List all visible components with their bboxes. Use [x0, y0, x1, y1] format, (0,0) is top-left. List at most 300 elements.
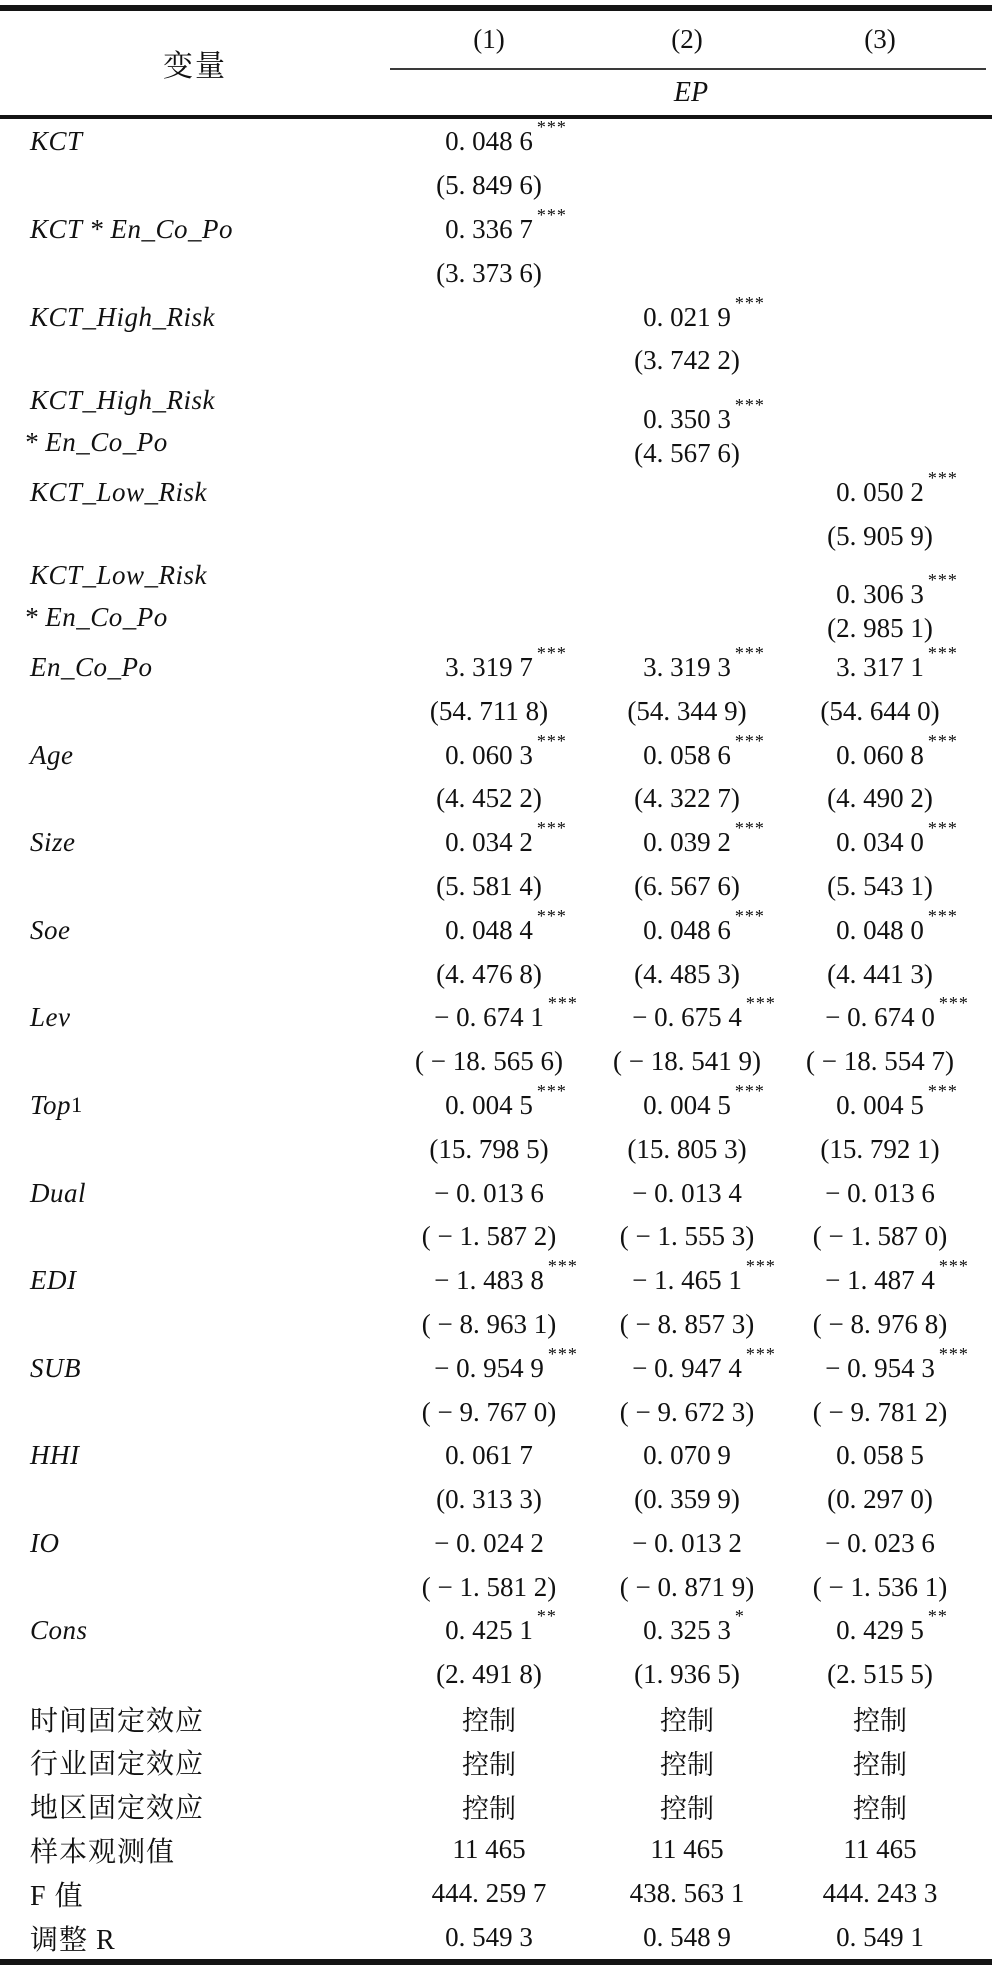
variable-label-cell — [0, 383, 390, 471]
model-1-cell — [390, 730, 588, 821]
coefficient-number: − 0. 013 2 — [632, 1527, 742, 1558]
t-statistic-line — [390, 1478, 588, 1522]
t-statistic: (0. 297 0) — [827, 1484, 933, 1515]
summary-row — [0, 1697, 992, 1741]
significance-stars: *** — [938, 993, 969, 1014]
summary-label: 行业固定效应 — [30, 1749, 205, 1781]
variable-label-cell — [0, 208, 390, 296]
coefficient-line — [588, 1256, 786, 1303]
summary-value-cell — [588, 1828, 786, 1872]
t-statistic-line — [588, 1303, 786, 1347]
significance-stars: *** — [927, 570, 958, 591]
model-3-cell — [786, 383, 992, 471]
coefficient-value — [643, 642, 765, 683]
t-statistic: (0. 313 3) — [436, 1484, 542, 1515]
model-2-cell — [588, 470, 786, 558]
summary-value-line — [390, 1828, 588, 1872]
t-statistic-line — [390, 1653, 588, 1697]
t-statistic-line — [588, 339, 786, 383]
summary-value: 11 465 — [452, 1834, 526, 1865]
significance-stars: *** — [745, 1256, 776, 1277]
coefficient-line — [588, 1343, 786, 1390]
t-statistic-line — [390, 865, 588, 909]
t-statistic: (1. 936 5) — [634, 1659, 740, 1690]
coefficient-line — [786, 467, 992, 514]
summary-label: F 值 — [30, 1880, 84, 1912]
variable-label: Size — [30, 827, 76, 858]
model-3-cell — [786, 1522, 992, 1610]
t-statistic: (5. 581 4) — [436, 870, 542, 901]
coefficient-number: 0. 048 0 — [836, 914, 924, 945]
significance-stars: *** — [745, 1343, 776, 1364]
significance-stars: *** — [927, 642, 958, 663]
summary-value: 438. 563 1 — [629, 1878, 745, 1909]
model-1-cell — [390, 1343, 588, 1434]
coefficient-value — [836, 730, 958, 771]
t-statistic-line — [588, 1127, 786, 1171]
table-row — [0, 818, 992, 909]
table-row — [0, 117, 992, 208]
coefficient-line — [390, 642, 588, 690]
t-statistic-line — [588, 1565, 786, 1609]
coefficient-line — [786, 1343, 992, 1390]
model-1-cell — [390, 993, 588, 1084]
summary-value: 控制 — [853, 1793, 907, 1824]
coefficient-line — [786, 905, 992, 952]
model-1-cell — [390, 1256, 588, 1347]
t-statistic: ( − 1. 581 2) — [421, 1571, 557, 1602]
t-statistic-line — [390, 1565, 588, 1609]
variable-label-line-2 — [0, 602, 390, 634]
t-statistic-line — [786, 1653, 992, 1697]
t-statistic: (6. 567 6) — [634, 870, 740, 901]
summary-label-line — [0, 1828, 390, 1872]
t-statistic: (54. 711 8) — [429, 695, 549, 726]
summary-value: 控制 — [660, 1749, 714, 1780]
variable-label-line — [0, 385, 390, 417]
coefficient-value — [836, 1606, 948, 1646]
variable-label-line — [0, 1434, 390, 1478]
t-statistic-line — [390, 1390, 588, 1434]
coefficient-number: 0. 039 2 — [643, 827, 731, 858]
variable-label-cell — [0, 1609, 390, 1697]
model-1-cell — [390, 1434, 588, 1522]
t-statistic-line — [786, 865, 992, 909]
coefficient-line — [390, 1256, 588, 1303]
coefficient-number: 0. 325 3 — [643, 1615, 731, 1646]
summary-value-line — [390, 1784, 588, 1828]
table-header — [0, 11, 992, 115]
table-row — [0, 467, 992, 558]
coefficient-number: − 0. 954 9 — [434, 1352, 544, 1383]
coefficient-value — [825, 993, 969, 1033]
significance-stars: *** — [734, 1080, 765, 1101]
t-statistic-line — [588, 865, 786, 909]
significance-stars: ** — [927, 1606, 948, 1627]
summary-row — [0, 1740, 992, 1784]
t-statistic-line — [786, 514, 992, 558]
summary-value-line — [786, 1916, 992, 1960]
t-statistic-line — [786, 1478, 992, 1522]
coefficient-value — [445, 204, 567, 245]
coefficient-line — [390, 1343, 588, 1390]
summary-value: 0. 549 3 — [445, 1922, 533, 1953]
summary-value-line — [390, 1697, 588, 1741]
summary-value-line — [786, 1697, 992, 1741]
coefficient-value — [445, 1080, 567, 1121]
coefficient-number: − 1. 483 8 — [434, 1265, 544, 1296]
model-2-cell — [588, 1434, 786, 1522]
variable-label-line — [0, 821, 390, 865]
coefficient-number: 0. 004 5 — [445, 1089, 533, 1120]
coefficient-number: 0. 350 3 — [643, 404, 731, 435]
summary-value-line — [588, 1697, 786, 1741]
column-header-2: (2) — [671, 24, 703, 54]
coefficient-line — [786, 1171, 992, 1215]
t-statistic-line — [588, 1478, 786, 1522]
summary-value-line — [390, 1740, 588, 1784]
coefficient-value — [643, 1606, 745, 1646]
variable-label: HHI — [30, 1440, 80, 1471]
model-2-cell — [588, 818, 786, 909]
t-statistic-line — [588, 437, 786, 471]
significance-stars: *** — [547, 1256, 578, 1277]
summary-value-line — [786, 1828, 992, 1872]
coefficient-value — [445, 1440, 533, 1471]
variable-label-cell — [0, 120, 390, 208]
coefficient-line — [588, 730, 786, 777]
variable-label: SUB — [30, 1352, 81, 1383]
summary-value-cell — [786, 1740, 992, 1784]
t-statistic-line — [390, 1215, 588, 1259]
variable-label-cell — [0, 558, 390, 646]
coefficient-number: 0. 004 5 — [836, 1089, 924, 1120]
variable-label: En_Co_Po — [30, 651, 153, 682]
coefficient-value — [434, 1256, 578, 1296]
summary-value: 0. 548 9 — [643, 1922, 731, 1953]
coefficient-number: 0. 060 3 — [445, 739, 533, 770]
variable-label-cell — [0, 1434, 390, 1522]
table-row — [0, 1256, 992, 1347]
coefficient-line — [786, 1522, 992, 1566]
summary-value: 控制 — [462, 1749, 516, 1780]
summary-value: 0. 549 1 — [836, 1922, 924, 1953]
t-statistic: (4. 567 6) — [634, 438, 740, 469]
dependent-variable-label: EP — [673, 76, 709, 108]
summary-label-cell — [0, 1828, 390, 1872]
significance-stars: *** — [927, 818, 958, 839]
t-statistic: (3. 373 6) — [436, 257, 542, 288]
model-3-cell — [786, 642, 992, 734]
model-3-cell — [786, 120, 992, 208]
variable-label: KCT — [30, 126, 83, 157]
summary-row — [0, 1916, 992, 1960]
coefficient-number: − 0. 023 6 — [825, 1527, 935, 1558]
model-1-cell — [390, 204, 588, 296]
model-1-cell — [390, 905, 588, 996]
t-statistic: (15. 805 3) — [627, 1133, 747, 1164]
model-2-cell — [588, 730, 786, 821]
summary-value: 控制 — [853, 1706, 907, 1737]
t-statistic-line — [588, 1390, 786, 1434]
table-row — [0, 1522, 992, 1610]
coefficient-line — [390, 993, 588, 1040]
summary-value-line — [786, 1872, 992, 1916]
model-2-cell — [588, 642, 786, 734]
model-2-cell — [588, 120, 786, 208]
significance-stars: *** — [734, 642, 765, 663]
significance-stars: *** — [536, 204, 567, 225]
table-row — [0, 1606, 992, 1697]
coefficient-value — [836, 905, 958, 946]
coefficient-number: − 0. 954 3 — [825, 1352, 935, 1383]
table-row — [0, 1171, 992, 1259]
summary-value-line — [786, 1740, 992, 1784]
model-3-cell — [786, 558, 992, 646]
variable-label: Top — [30, 1089, 72, 1120]
table-row — [0, 905, 992, 996]
model-1-cell — [390, 470, 588, 558]
coefficient-line — [786, 818, 992, 865]
summary-value-cell — [786, 1872, 992, 1916]
t-statistic-line — [588, 952, 786, 996]
coefficient-line — [786, 1606, 992, 1653]
variable-label-cell — [0, 733, 390, 821]
summary-value-line — [588, 1916, 786, 1960]
coefficient-number: − 0. 947 4 — [632, 1352, 742, 1383]
coefficient-number: 0. 070 9 — [643, 1440, 731, 1471]
t-statistic-line — [588, 1040, 786, 1084]
variable-label-line-2 — [0, 427, 390, 459]
coefficient-number: − 0. 674 0 — [825, 1002, 935, 1033]
table-row — [0, 1343, 992, 1434]
coefficient-value — [825, 1528, 935, 1559]
model-1-cell — [390, 117, 588, 208]
coefficient-number: 0. 060 8 — [836, 739, 924, 770]
summary-value: 11 465 — [650, 1834, 724, 1865]
t-statistic: (4. 476 8) — [436, 958, 542, 989]
t-statistic-line — [786, 689, 992, 733]
table-row — [0, 1080, 992, 1172]
table-row — [0, 730, 992, 821]
model-2-cell — [588, 993, 786, 1084]
coefficient-number: 0. 034 0 — [836, 827, 924, 858]
coefficient-line — [588, 818, 786, 865]
coefficient-value — [445, 730, 567, 771]
significance-stars: ** — [536, 1606, 557, 1627]
t-statistic-line — [588, 777, 786, 821]
variable-subscript: 1 — [71, 1092, 83, 1118]
coefficient-line — [588, 1080, 786, 1128]
coefficient-line — [786, 1256, 992, 1303]
model-3-cell — [786, 208, 992, 296]
significance-stars: *** — [938, 1343, 969, 1364]
coefficient-value — [825, 1256, 969, 1296]
t-statistic: (4. 490 2) — [827, 783, 933, 814]
coefficient-value — [434, 1528, 544, 1559]
summary-value-line — [588, 1828, 786, 1872]
significance-stars: *** — [547, 993, 578, 1014]
variable-label: Dual — [30, 1177, 86, 1208]
variable-label: KCT_High_Risk — [30, 385, 216, 416]
t-statistic: ( − 9. 672 3) — [619, 1396, 755, 1427]
t-statistic: (4. 441 3) — [827, 958, 933, 989]
coefficient-number: 3. 317 1 — [836, 651, 924, 682]
coefficient-value — [445, 905, 567, 946]
coefficient-value — [825, 1343, 969, 1384]
variable-column-header — [0, 11, 390, 115]
variable-label-cell — [0, 908, 390, 996]
coefficient-value — [836, 818, 958, 858]
summary-label-line — [0, 1916, 390, 1960]
t-statistic-line — [390, 1040, 588, 1084]
coefficient-number: 0. 306 3 — [836, 579, 924, 610]
table-row — [0, 558, 992, 646]
coefficient-line — [786, 1080, 992, 1128]
t-statistic: (3. 742 2) — [634, 345, 740, 376]
model-2-cell — [588, 1522, 786, 1610]
significance-stars: *** — [734, 818, 765, 839]
variable-label: IO — [30, 1527, 60, 1558]
t-statistic-line — [390, 689, 588, 733]
coefficient-value — [643, 818, 765, 858]
coefficient-value — [434, 1178, 544, 1209]
summary-row — [0, 1828, 992, 1872]
coefficient-value — [836, 642, 958, 683]
t-statistic-line — [786, 1040, 992, 1084]
coefficient-value — [445, 1606, 557, 1646]
coefficient-line — [390, 730, 588, 777]
summary-value: 控制 — [660, 1793, 714, 1824]
t-statistic: (4. 322 7) — [634, 783, 740, 814]
coefficient-value — [836, 1080, 958, 1121]
coefficient-line — [390, 1171, 588, 1215]
variable-label: EDI — [30, 1265, 77, 1296]
t-statistic: (2. 985 1) — [827, 613, 933, 644]
model-1-cell — [390, 383, 588, 471]
significance-stars: *** — [927, 1080, 958, 1101]
model-2-cell — [588, 208, 786, 296]
model-1-cell — [390, 558, 588, 646]
model-3-cell — [786, 730, 992, 821]
coefficient-number: 0. 004 5 — [643, 1089, 731, 1120]
variable-label-cell — [0, 1259, 390, 1347]
table-row — [0, 642, 992, 734]
model-2-cell — [588, 1171, 786, 1259]
summary-value: 控制 — [462, 1706, 516, 1737]
model-columns-header — [390, 11, 992, 115]
summary-label: 地区固定效应 — [30, 1793, 205, 1825]
summary-value-cell — [588, 1916, 786, 1960]
coefficient-line — [786, 570, 992, 612]
t-statistic: ( − 8. 857 3) — [619, 1308, 755, 1339]
coefficient-value — [434, 1343, 578, 1384]
summary-value-line — [390, 1916, 588, 1960]
coefficient-number: 0. 048 4 — [445, 914, 533, 945]
coefficient-value — [632, 993, 776, 1033]
variable-label-cell — [0, 470, 390, 558]
t-statistic-line — [588, 1215, 786, 1259]
model-3-cell — [786, 818, 992, 909]
coefficient-line — [390, 1522, 588, 1566]
t-statistic: (0. 359 9) — [634, 1484, 740, 1515]
variable-label-cell — [0, 1171, 390, 1259]
coefficient-line — [588, 1434, 786, 1478]
t-statistic-line — [390, 164, 588, 208]
model-2-cell — [588, 292, 786, 383]
model-3-cell — [786, 993, 992, 1084]
summary-value-cell — [390, 1872, 588, 1916]
variable-label-continued: * En_Co_Po — [24, 602, 168, 633]
coefficient-number: 3. 319 3 — [643, 651, 731, 682]
coefficient-number: − 0. 675 4 — [632, 1002, 742, 1033]
variable-label-line — [0, 1084, 390, 1128]
summary-label-line — [0, 1872, 390, 1916]
model-3-cell — [786, 467, 992, 558]
coefficient-number: − 0. 674 1 — [434, 1002, 544, 1033]
t-statistic-line — [786, 612, 992, 646]
variable-label: Soe — [30, 914, 71, 945]
summary-value-cell — [390, 1916, 588, 1960]
coefficient-line — [588, 993, 786, 1040]
t-statistic-line — [390, 1127, 588, 1171]
coefficient-number: 3. 319 7 — [445, 651, 533, 682]
coefficient-line — [786, 730, 992, 777]
coefficient-number: 0. 425 1 — [445, 1615, 533, 1646]
variable-label-cell — [0, 821, 390, 909]
table-row — [0, 383, 992, 471]
model-1-cell — [390, 1080, 588, 1172]
summary-value-cell — [786, 1916, 992, 1960]
summary-value-cell — [786, 1784, 992, 1828]
coefficient-line — [390, 117, 588, 164]
significance-stars: * — [734, 1606, 745, 1627]
table-bottom-rule — [0, 1959, 992, 1965]
model-1-cell — [390, 1171, 588, 1259]
t-statistic-line — [786, 1303, 992, 1347]
model-3-cell — [786, 1171, 992, 1259]
model-2-cell — [588, 1606, 786, 1697]
coefficient-value — [434, 993, 578, 1033]
coefficient-value — [643, 395, 765, 435]
t-statistic: ( − 1. 555 3) — [619, 1221, 755, 1252]
significance-stars: *** — [547, 1343, 578, 1364]
coefficient-line — [390, 1434, 588, 1478]
t-statistic-line — [588, 1653, 786, 1697]
variable-header-label: 变量 — [163, 50, 227, 83]
summary-label: 调整 R — [30, 1924, 116, 1956]
coefficient-value — [825, 1178, 935, 1209]
variable-label-line — [0, 560, 390, 592]
coefficient-number: 0. 058 6 — [643, 739, 731, 770]
variable-label: Age — [30, 739, 74, 770]
column-header-3: (3) — [864, 24, 896, 54]
coefficient-line — [390, 905, 588, 952]
coefficient-number: − 1. 487 4 — [825, 1265, 935, 1296]
summary-value: 控制 — [462, 1793, 516, 1824]
significance-stars: *** — [938, 1256, 969, 1277]
t-statistic: (5. 849 6) — [436, 170, 542, 201]
significance-stars: *** — [927, 730, 958, 751]
coefficient-number: 0. 061 7 — [445, 1440, 533, 1471]
t-statistic: (15. 798 5) — [429, 1133, 549, 1164]
summary-label-line — [0, 1697, 390, 1741]
coefficient-number: 0. 021 9 — [643, 301, 731, 332]
t-statistic: ( − 18. 565 6) — [415, 1046, 563, 1077]
summary-label-line — [0, 1784, 390, 1828]
t-statistic-line — [786, 1565, 992, 1609]
summary-value-cell — [588, 1697, 786, 1741]
